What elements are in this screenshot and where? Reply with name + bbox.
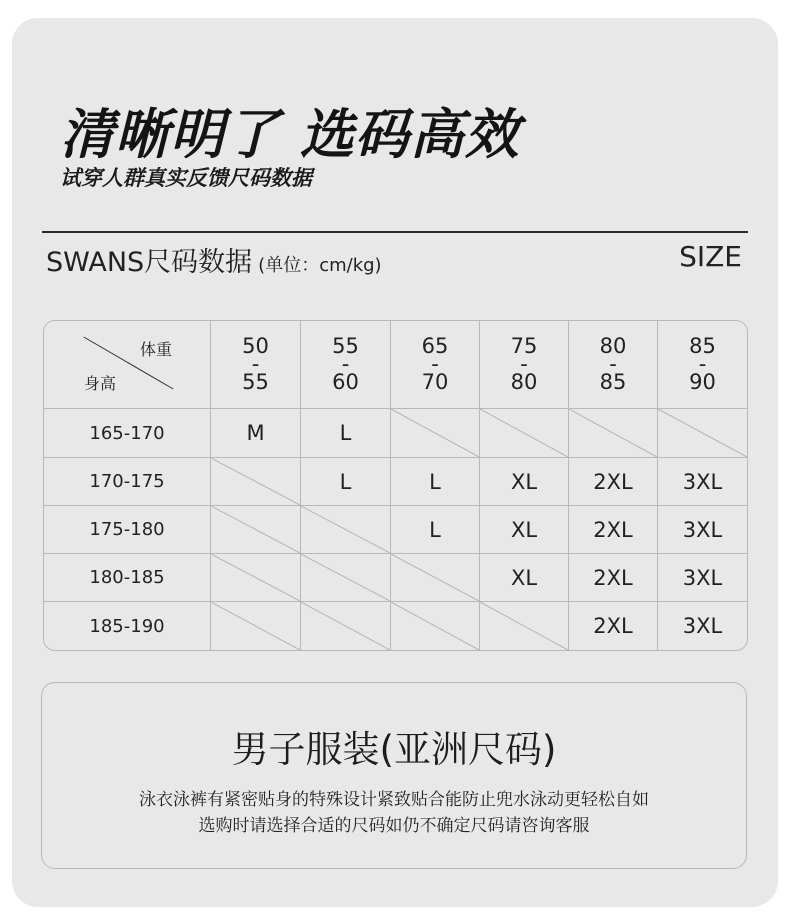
- size-cell: [391, 458, 480, 505]
- hero-title: 清晰明了 选码高效: [60, 103, 520, 166]
- weight-range: [421, 333, 449, 395]
- table-header-row: [44, 321, 747, 409]
- size-value: 3XL: [682, 517, 723, 542]
- size-value: M: [246, 421, 265, 445]
- weight-range-header: [391, 321, 480, 408]
- size-label: SIZE: [679, 240, 742, 273]
- empty-size-cell: [301, 554, 391, 601]
- size-cell: [569, 602, 658, 650]
- size-cell: [569, 554, 658, 601]
- size-value: 3XL: [682, 565, 723, 590]
- height-range-label: 180-185: [89, 567, 165, 588]
- empty-cell-slash: [301, 554, 390, 601]
- empty-cell-slash: [569, 409, 657, 457]
- empty-cell-slash: [391, 602, 479, 650]
- weight-range-to: 85: [599, 370, 627, 395]
- size-cell: [480, 506, 569, 553]
- empty-cell-slash: [301, 602, 390, 650]
- weight-range-header: [301, 321, 391, 408]
- table-row: [44, 602, 747, 650]
- weight-range-dash: -: [251, 351, 260, 376]
- weight-range-to: 80: [510, 370, 538, 395]
- weight-range-dash: -: [341, 351, 350, 376]
- empty-cell-slash: [301, 506, 390, 553]
- weight-range-header: [211, 321, 301, 408]
- weight-range-from: 55: [332, 333, 359, 358]
- note-line-2: 选购时请选择合适的尺码如仍不确定尺码请咨询客服: [198, 816, 590, 836]
- empty-size-cell: [211, 554, 301, 601]
- note-title: 男子服装(亚洲尺码): [231, 728, 557, 771]
- weight-range-from: 50: [242, 333, 269, 358]
- weight-axis-label: 体重: [139, 340, 172, 359]
- weight-range: [242, 333, 269, 395]
- table-row: [44, 506, 747, 554]
- weight-range-from: 80: [599, 333, 627, 358]
- size-value: L: [429, 517, 441, 542]
- empty-cell-slash: [211, 458, 300, 505]
- empty-size-cell: [391, 409, 480, 457]
- size-value: XL: [510, 565, 538, 590]
- note-line-1: 泳衣泳裤有紧密贴身的特殊设计紧致贴合能防止兜水泳动更轻松自如: [139, 790, 649, 810]
- height-range-cell: [44, 602, 211, 650]
- height-range-cell: [44, 506, 211, 553]
- corner-cell: [44, 321, 211, 408]
- hero-subtitle: 试穿人群真实反馈尺码数据: [60, 166, 312, 190]
- brand-label: SWANS尺码数据: [46, 247, 253, 278]
- size-value: 2XL: [593, 614, 633, 638]
- empty-cell-slash: [211, 554, 300, 601]
- weight-range-from: 85: [689, 333, 716, 358]
- table-row: [44, 458, 747, 506]
- empty-cell-slash: [480, 409, 568, 457]
- empty-size-cell: [211, 506, 301, 553]
- size-value: L: [339, 421, 352, 445]
- empty-size-cell: [211, 458, 301, 505]
- empty-size-cell: [658, 409, 747, 457]
- weight-range-from: 65: [421, 333, 449, 358]
- size-cell: [211, 409, 301, 457]
- size-cell: [658, 602, 747, 650]
- empty-size-cell: [569, 409, 658, 457]
- fit-note-box: [41, 682, 747, 869]
- size-value: 2XL: [593, 469, 633, 494]
- unit-label: (单位：cm/kg): [258, 255, 382, 276]
- size-value: 2XL: [593, 565, 633, 590]
- empty-size-cell: [301, 602, 391, 650]
- empty-size-cell: [301, 506, 391, 553]
- weight-range-from: 75: [510, 333, 538, 358]
- weight-range-header: [480, 321, 569, 408]
- size-table: [43, 320, 748, 651]
- empty-cell-slash: [391, 554, 479, 601]
- height-range-label: 185-190: [89, 615, 165, 637]
- empty-size-cell: [391, 602, 480, 650]
- empty-size-cell: [480, 409, 569, 457]
- weight-range-dash: -: [520, 351, 528, 376]
- height-range-label: 170-175: [89, 471, 165, 492]
- weight-range-dash: -: [698, 351, 707, 376]
- weight-range: [510, 333, 538, 395]
- height-range-cell: [44, 458, 211, 505]
- table-row: [44, 409, 747, 458]
- size-value: 2XL: [593, 517, 633, 542]
- size-cell: [658, 506, 747, 553]
- weight-range-header: [658, 321, 747, 408]
- table-row: [44, 554, 747, 602]
- size-cell: [658, 458, 747, 505]
- size-cell: [658, 554, 747, 601]
- empty-size-cell: [480, 602, 569, 650]
- size-value: L: [339, 469, 352, 494]
- size-value: XL: [510, 517, 538, 542]
- weight-range-to: 70: [421, 370, 449, 395]
- empty-cell-slash: [211, 506, 300, 553]
- size-cell: [480, 554, 569, 601]
- empty-size-cell: [211, 602, 301, 650]
- weight-range-dash: -: [431, 351, 439, 376]
- weight-range-to: 55: [242, 370, 269, 395]
- chart-brand-heading: [46, 240, 382, 279]
- height-range-label: 165-170: [89, 422, 165, 444]
- size-cell: [569, 458, 658, 505]
- weight-range-header: [569, 321, 658, 408]
- size-value: XL: [510, 469, 538, 494]
- weight-range: [599, 333, 627, 395]
- size-value: 3XL: [682, 469, 723, 494]
- size-value: 3XL: [682, 614, 723, 638]
- empty-cell-slash: [480, 602, 568, 650]
- weight-range-to: 90: [689, 370, 716, 395]
- size-cell: [480, 458, 569, 505]
- height-range-cell: [44, 409, 211, 457]
- empty-cell-slash: [391, 409, 479, 457]
- height-axis-label: 身高: [84, 374, 117, 393]
- weight-range-to: 60: [332, 370, 359, 395]
- size-value: L: [429, 469, 441, 494]
- size-cell: [391, 506, 480, 553]
- height-range-cell: [44, 554, 211, 601]
- empty-size-cell: [391, 554, 480, 601]
- weight-range: [332, 333, 359, 395]
- empty-cell-slash: [658, 409, 747, 457]
- size-cell: [569, 506, 658, 553]
- weight-range-dash: -: [609, 351, 617, 376]
- weight-range: [689, 333, 716, 395]
- empty-cell-slash: [211, 602, 300, 650]
- section-divider: [42, 231, 748, 233]
- size-cell: [301, 458, 391, 505]
- height-range-label: 175-180: [89, 519, 165, 540]
- size-cell: [301, 409, 391, 457]
- note-body: [42, 787, 746, 839]
